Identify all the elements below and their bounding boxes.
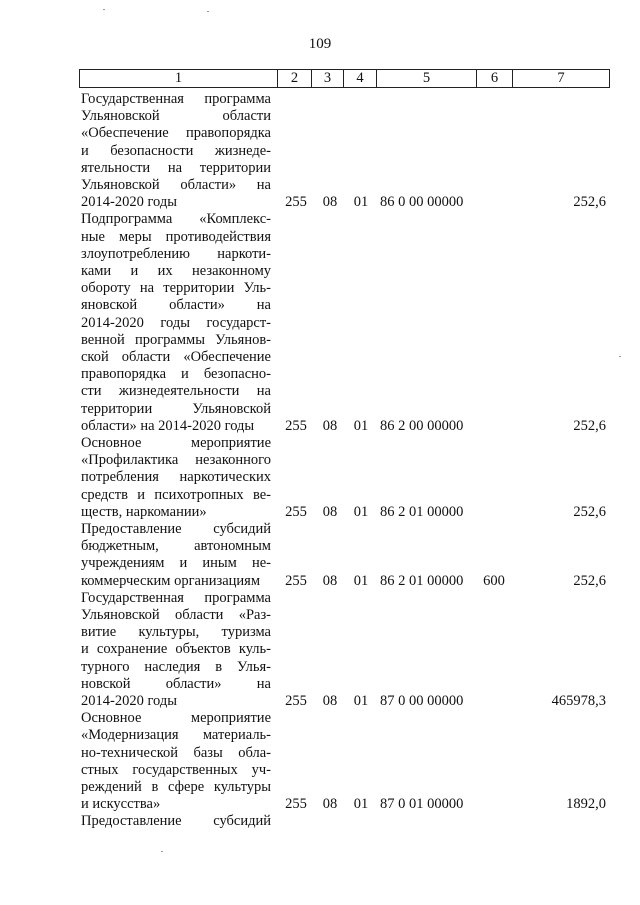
scan-speck — [161, 851, 163, 852]
table-row — [0, 211, 640, 435]
description-line: ской области «Обеспечение — [81, 349, 271, 366]
table-row — [0, 813, 640, 830]
table-row — [0, 521, 640, 590]
description-line: бюджетным, автономным — [81, 538, 271, 555]
description-line: ные меры противодействия — [81, 228, 271, 245]
scan-speck — [103, 9, 105, 10]
column-header: 6 — [477, 70, 513, 88]
subsection-code-cell: 01 — [353, 503, 369, 520]
row-description — [81, 435, 271, 521]
description-line: сти жизнедеятельности на — [81, 383, 271, 400]
row-description — [81, 710, 271, 813]
description-line: ществ, наркомании» — [81, 503, 207, 520]
expense-type-code-cell: 600 — [483, 572, 505, 589]
table-row — [0, 91, 640, 211]
description-line: Государственная программа — [81, 91, 271, 107]
column-header: 7 — [513, 70, 610, 88]
row-description — [81, 211, 271, 435]
section-code-cell: 08 — [322, 503, 338, 520]
table-row — [0, 590, 640, 710]
description-line: учреждениям и иным не- — [81, 555, 271, 572]
scan-speck — [207, 11, 209, 12]
subsection-code-cell: 01 — [353, 194, 369, 211]
description-line: обороту на территории Уль- — [81, 280, 271, 297]
column-header: 4 — [344, 70, 377, 88]
description-line: 2014-2020 годы государст- — [81, 314, 271, 331]
subsection-code-cell: 01 — [353, 417, 369, 434]
amount-cell: 252,6 — [573, 503, 606, 520]
description-line: стных государственных уч- — [81, 761, 271, 778]
description-line: области» на 2014-2020 годы — [81, 417, 255, 434]
admin-code-cell: 255 — [285, 417, 307, 434]
description-line: Предоставление субсидий — [81, 521, 271, 537]
description-line: Основное мероприятие — [81, 435, 271, 451]
description-line: витие культуры, туризма — [81, 624, 271, 641]
column-header-table — [79, 69, 610, 88]
description-line: «Модернизация материаль- — [81, 727, 271, 744]
amount-cell: 252,6 — [573, 194, 606, 211]
subsection-code-cell: 01 — [353, 692, 369, 709]
target-article-code-cell: 87 0 01 00000 — [380, 796, 464, 813]
subsection-code-cell: 01 — [353, 572, 369, 589]
amount-cell: 1892,0 — [566, 796, 606, 813]
description-line: потребления наркотических — [81, 469, 271, 486]
description-line: коммерческим организациям — [81, 572, 261, 589]
description-line: Государственная программа — [81, 589, 271, 606]
section-code-cell: 08 — [322, 692, 338, 709]
description-line: венной программы Ульянов- — [81, 331, 271, 348]
row-description — [81, 521, 271, 590]
description-line: и искусства» — [81, 796, 161, 813]
amount-cell: 465978,3 — [551, 692, 606, 709]
row-description — [81, 813, 271, 830]
description-line: территории Ульяновской — [81, 400, 271, 417]
description-line: Предоставление субсидий — [81, 813, 271, 830]
column-header: 5 — [377, 70, 477, 88]
description-line: новской области» на — [81, 675, 271, 692]
description-line: Ульяновской области» на — [81, 177, 271, 194]
column-header-row — [80, 70, 610, 88]
subsection-code-cell: 01 — [353, 796, 369, 813]
page-number: 109 — [308, 36, 332, 52]
target-article-code-cell: 86 0 00 00000 — [380, 194, 464, 211]
admin-code-cell: 255 — [285, 572, 307, 589]
admin-code-cell: 255 — [285, 692, 307, 709]
target-article-code-cell: 86 2 01 00000 — [380, 572, 464, 589]
description-line: средств и психотропных ве- — [81, 486, 271, 503]
admin-code-cell: 255 — [285, 503, 307, 520]
amount-cell: 252,6 — [573, 572, 606, 589]
table-row — [0, 710, 640, 813]
target-article-code-cell: 87 0 00 00000 — [380, 692, 464, 709]
description-line: турного наследия в Улья- — [81, 658, 271, 675]
section-code-cell: 08 — [322, 796, 338, 813]
column-header: 1 — [80, 70, 278, 88]
description-line: Основное мероприятие — [81, 710, 271, 727]
section-code-cell: 08 — [322, 194, 338, 211]
target-article-code-cell: 86 2 01 00000 — [380, 503, 464, 520]
row-description — [81, 590, 271, 710]
description-line: «Профилактика незаконного — [81, 452, 271, 469]
description-line: и безопасности жизнеде- — [81, 142, 271, 159]
amount-cell: 252,6 — [573, 417, 606, 434]
description-line: Ульяновской области «Раз- — [81, 607, 271, 623]
description-line: Подпрограмма «Комплекс- — [81, 211, 271, 228]
admin-code-cell: 255 — [285, 194, 307, 211]
column-header: 2 — [278, 70, 312, 88]
description-line: Ульяновской области — [81, 108, 271, 125]
description-line: 2014-2020 годы — [81, 693, 177, 710]
description-line: 2014-2020 годы — [81, 194, 177, 211]
section-code-cell: 08 — [322, 572, 338, 589]
admin-code-cell: 255 — [285, 796, 307, 813]
row-description — [81, 91, 271, 211]
description-line: реждений в сфере культуры — [81, 779, 271, 795]
description-line: ятельности на территории — [81, 159, 271, 176]
description-line: правопорядка и безопасно- — [81, 366, 271, 383]
description-line: «Обеспечение правопорядка — [81, 125, 271, 142]
target-article-code-cell: 86 2 00 00000 — [380, 417, 464, 434]
description-line: и сохранение объектов куль- — [81, 641, 271, 658]
description-line: злоупотреблению наркоти- — [81, 245, 271, 262]
table-row — [0, 435, 640, 521]
description-line: ками и их незаконному — [81, 263, 271, 279]
scan-speck — [619, 356, 621, 357]
description-line: но-технической базы обла- — [81, 744, 271, 761]
section-code-cell: 08 — [322, 417, 338, 434]
description-line: яновской области» на — [81, 297, 271, 314]
column-header: 3 — [312, 70, 344, 88]
